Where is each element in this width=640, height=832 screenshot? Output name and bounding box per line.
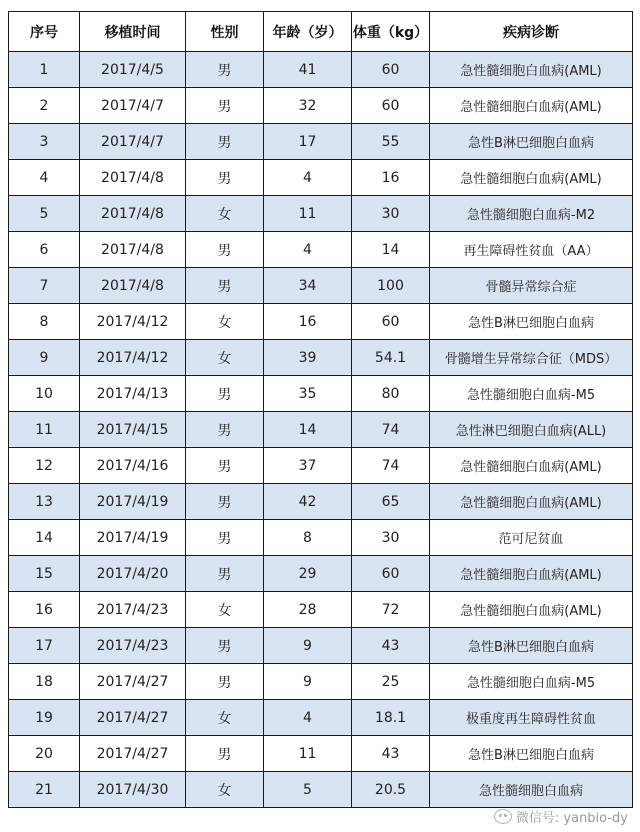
cell-index: 11 [9, 412, 80, 448]
cell-diagnosis: 急性髓细胞白血病(AML) [430, 52, 633, 88]
cell-transplant-date: 2017/4/12 [80, 304, 186, 340]
cell-age: 29 [264, 556, 352, 592]
cell-age: 35 [264, 376, 352, 412]
cell-sex: 女 [186, 304, 264, 340]
cell-diagnosis: 急性髓细胞白血病-M5 [430, 664, 633, 700]
cell-age: 4 [264, 232, 352, 268]
cell-weight: 60 [352, 52, 430, 88]
cell-age: 4 [264, 700, 352, 736]
header-index: 序号 [9, 12, 80, 52]
cell-sex: 男 [186, 160, 264, 196]
cell-age: 37 [264, 448, 352, 484]
table-row [9, 628, 633, 664]
cell-index: 15 [9, 556, 80, 592]
table-row [9, 52, 633, 88]
cell-transplant-date: 2017/4/27 [80, 736, 186, 772]
cell-weight: 72 [352, 592, 430, 628]
cell-age: 9 [264, 628, 352, 664]
cell-diagnosis: 骨髓增生异常综合征（MDS） [430, 340, 633, 376]
cell-transplant-date: 2017/4/23 [80, 628, 186, 664]
cell-diagnosis: 急性淋巴细胞白血病(ALL) [430, 412, 633, 448]
table-row [9, 232, 633, 268]
cell-transplant-date: 2017/4/30 [80, 772, 186, 808]
cell-age: 14 [264, 412, 352, 448]
cell-transplant-date: 2017/4/8 [80, 196, 186, 232]
cell-weight: 65 [352, 484, 430, 520]
cell-transplant-date: 2017/4/15 [80, 412, 186, 448]
watermark [494, 807, 628, 826]
table-row [9, 124, 633, 160]
cell-sex: 男 [186, 556, 264, 592]
cell-index: 20 [9, 736, 80, 772]
cell-sex: 男 [186, 736, 264, 772]
cell-weight: 30 [352, 196, 430, 232]
patient-table [8, 11, 633, 808]
cell-weight: 18.1 [352, 700, 430, 736]
header-row [9, 12, 633, 52]
header-sex: 性别 [186, 12, 264, 52]
cell-transplant-date: 2017/4/12 [80, 340, 186, 376]
cell-diagnosis: 急性B淋巴细胞白血病 [430, 124, 633, 160]
cell-weight: 30 [352, 520, 430, 556]
cell-transplant-date: 2017/4/8 [80, 232, 186, 268]
cell-sex: 女 [186, 772, 264, 808]
cell-sex: 男 [186, 628, 264, 664]
cell-sex: 男 [186, 124, 264, 160]
cell-index: 18 [9, 664, 80, 700]
cell-index: 13 [9, 484, 80, 520]
cell-index: 1 [9, 52, 80, 88]
table-row [9, 412, 633, 448]
header-age: 年龄（岁） [264, 12, 352, 52]
cell-transplant-date: 2017/4/5 [80, 52, 186, 88]
table-row [9, 196, 633, 232]
cell-index: 19 [9, 700, 80, 736]
cell-age: 32 [264, 88, 352, 124]
cell-transplant-date: 2017/4/8 [80, 268, 186, 304]
cell-transplant-date: 2017/4/7 [80, 124, 186, 160]
cell-index: 2 [9, 88, 80, 124]
table-row [9, 88, 633, 124]
cell-transplant-date: 2017/4/20 [80, 556, 186, 592]
cell-index: 21 [9, 772, 80, 808]
cell-sex: 男 [186, 448, 264, 484]
cell-age: 17 [264, 124, 352, 160]
cell-diagnosis: 极重度再生障碍性贫血 [430, 700, 633, 736]
cell-weight: 14 [352, 232, 430, 268]
cell-diagnosis: 急性B淋巴细胞白血病 [430, 628, 633, 664]
cell-weight: 25 [352, 664, 430, 700]
cell-sex: 女 [186, 592, 264, 628]
cell-age: 9 [264, 664, 352, 700]
cell-age: 16 [264, 304, 352, 340]
cell-diagnosis: 急性髓细胞白血病-M5 [430, 376, 633, 412]
cell-weight: 60 [352, 88, 430, 124]
cell-sex: 女 [186, 196, 264, 232]
cell-weight: 60 [352, 556, 430, 592]
cell-index: 4 [9, 160, 80, 196]
cell-age: 5 [264, 772, 352, 808]
cell-weight: 60 [352, 304, 430, 340]
cell-transplant-date: 2017/4/27 [80, 664, 186, 700]
cell-weight: 74 [352, 448, 430, 484]
cell-sex: 男 [186, 664, 264, 700]
cell-sex: 女 [186, 340, 264, 376]
cell-age: 39 [264, 340, 352, 376]
cell-sex: 女 [186, 700, 264, 736]
cell-sex: 男 [186, 412, 264, 448]
cell-age: 11 [264, 196, 352, 232]
cell-weight: 43 [352, 628, 430, 664]
cell-transplant-date: 2017/4/16 [80, 448, 186, 484]
cell-age: 42 [264, 484, 352, 520]
cell-age: 4 [264, 160, 352, 196]
cell-diagnosis: 急性B淋巴细胞白血病 [430, 736, 633, 772]
table-row [9, 484, 633, 520]
header-diagnosis: 疾病诊断 [430, 12, 633, 52]
cell-weight: 20.5 [352, 772, 430, 808]
table-row [9, 340, 633, 376]
cell-sex: 男 [186, 88, 264, 124]
cell-diagnosis: 急性髓细胞白血病(AML) [430, 160, 633, 196]
cell-diagnosis: 急性髓细胞白血病(AML) [430, 88, 633, 124]
table-row [9, 736, 633, 772]
watermark-text: 微信号: yanbio-dy [515, 811, 628, 826]
cell-diagnosis: 骨髓异常综合症 [430, 268, 633, 304]
cell-age: 28 [264, 592, 352, 628]
cell-diagnosis: 急性B淋巴细胞白血病 [430, 304, 633, 340]
cell-age: 11 [264, 736, 352, 772]
table-row [9, 376, 633, 412]
cell-sex: 男 [186, 232, 264, 268]
cell-sex: 男 [186, 484, 264, 520]
cell-index: 12 [9, 448, 80, 484]
cell-transplant-date: 2017/4/7 [80, 88, 186, 124]
cell-diagnosis: 急性髓细胞白血病(AML) [430, 448, 633, 484]
cell-diagnosis: 急性髓细胞白血病(AML) [430, 484, 633, 520]
table-row [9, 448, 633, 484]
cell-weight: 16 [352, 160, 430, 196]
table-row [9, 160, 633, 196]
table-row [9, 772, 633, 808]
cell-index: 16 [9, 592, 80, 628]
cell-index: 9 [9, 340, 80, 376]
cell-diagnosis: 急性髓细胞白血病(AML) [430, 592, 633, 628]
cell-index: 5 [9, 196, 80, 232]
cell-transplant-date: 2017/4/19 [80, 484, 186, 520]
cell-index: 10 [9, 376, 80, 412]
cell-weight: 43 [352, 736, 430, 772]
cell-weight: 54.1 [352, 340, 430, 376]
cell-weight: 100 [352, 268, 430, 304]
cell-transplant-date: 2017/4/27 [80, 700, 186, 736]
cell-diagnosis: 范可尼贫血 [430, 520, 633, 556]
cell-diagnosis: 急性髓细胞白血病(AML) [430, 556, 633, 592]
cell-weight: 74 [352, 412, 430, 448]
cell-sex: 男 [186, 520, 264, 556]
table-body [9, 52, 633, 808]
cell-transplant-date: 2017/4/13 [80, 376, 186, 412]
cell-index: 17 [9, 628, 80, 664]
table-row [9, 304, 633, 340]
cell-index: 7 [9, 268, 80, 304]
cell-weight: 80 [352, 376, 430, 412]
cell-sex: 男 [186, 52, 264, 88]
cell-index: 6 [9, 232, 80, 268]
cell-index: 8 [9, 304, 80, 340]
cell-index: 14 [9, 520, 80, 556]
table-row [9, 700, 633, 736]
cell-age: 41 [264, 52, 352, 88]
cell-sex: 男 [186, 376, 264, 412]
table-row [9, 592, 633, 628]
cell-age: 34 [264, 268, 352, 304]
header-transplant-date: 移植时间 [80, 12, 186, 52]
cell-diagnosis: 再生障碍性贫血（AA） [430, 232, 633, 268]
cell-weight: 55 [352, 124, 430, 160]
cell-sex: 男 [186, 268, 264, 304]
cell-diagnosis: 急性髓细胞白血病-M2 [430, 196, 633, 232]
table-row [9, 268, 633, 304]
cell-age: 8 [264, 520, 352, 556]
table-row [9, 556, 633, 592]
header-weight: 体重（kg） [352, 12, 430, 52]
table-row [9, 664, 633, 700]
table-row [9, 520, 633, 556]
cell-transplant-date: 2017/4/19 [80, 520, 186, 556]
cell-transplant-date: 2017/4/8 [80, 160, 186, 196]
wechat-icon [494, 809, 512, 824]
cell-index: 3 [9, 124, 80, 160]
cell-diagnosis: 急性髓细胞白血病 [430, 772, 633, 808]
cell-transplant-date: 2017/4/23 [80, 592, 186, 628]
